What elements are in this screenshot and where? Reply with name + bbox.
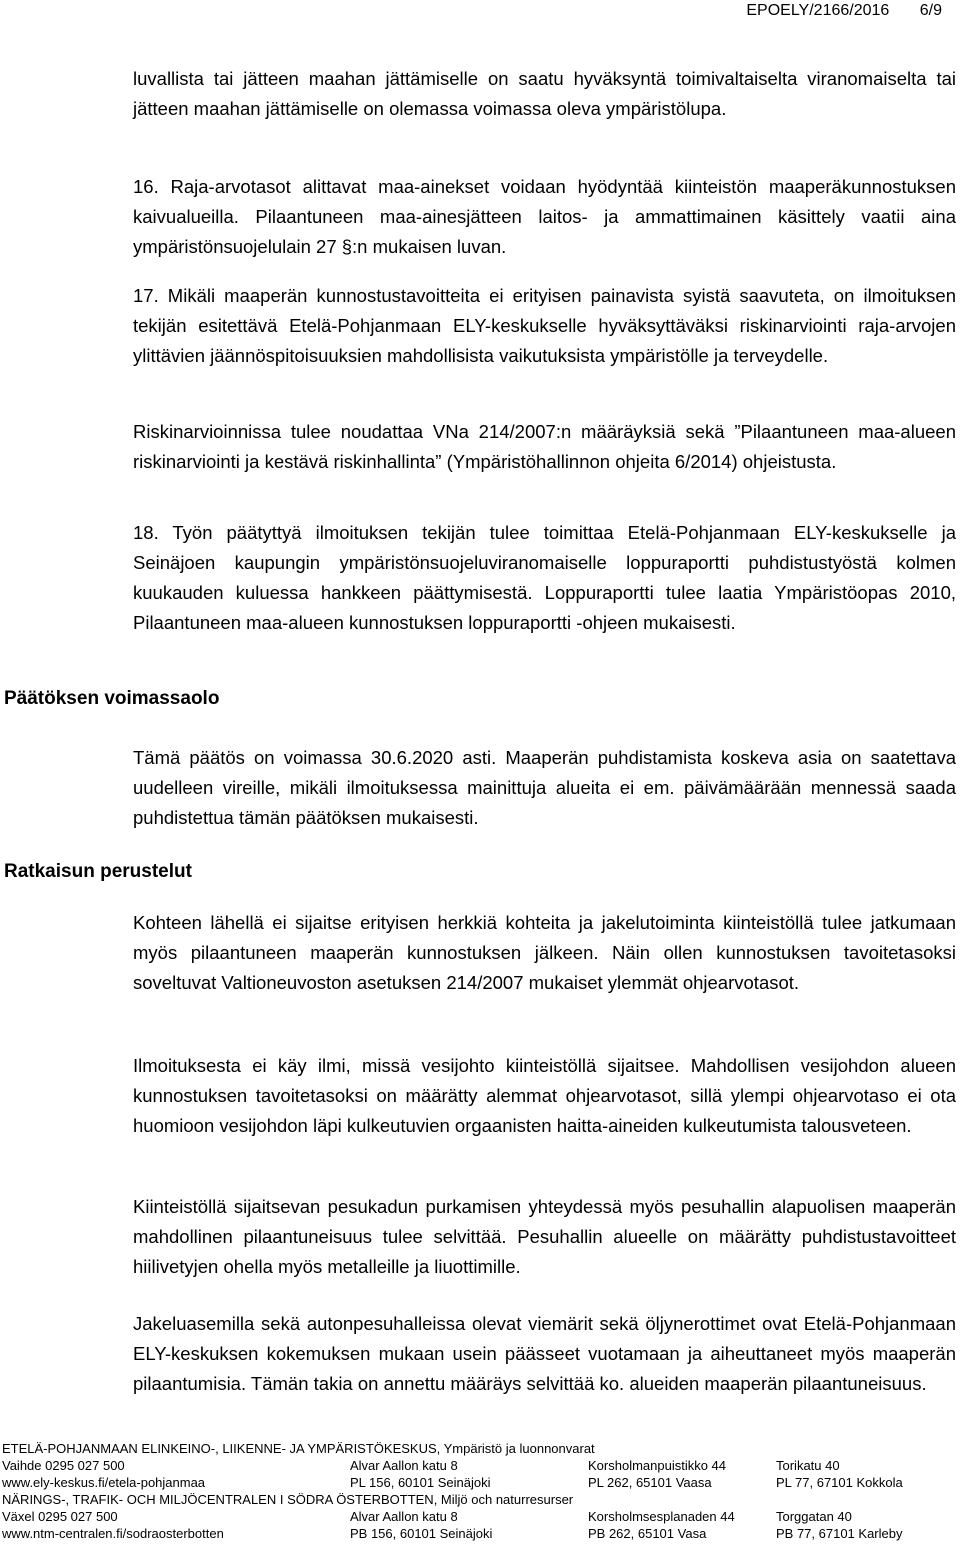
footer-org-name-fi: ETELÄ-POHJANMAAN ELINKEINO-, LIIKENNE- JA YMPÄRISTÖKESKUS, Ympäristö ja luonnonvarat	[2, 1441, 595, 1456]
paragraph-grounds-4: Jakeluasemilla sekä autonpesuhalleissa olevat viemärit sekä öljynerottimet ovat Etelä-Pohjanmaan ELY-keskuksen kokemuksen mukaan usein päässeet vuotamaan ja aiheuttaneet myös maaperän pilaantumisia. Tämän takia on annettu määräys selvittää ko. alueiden maaperän pilaantuneisuus.	[133, 1313, 956, 1394]
footer-phone-fi: Vaihde 0295 027 500	[2, 1458, 125, 1473]
footer-address: Torggatan 40	[776, 1509, 852, 1524]
footer-address: Alvar Aallon katu 8	[350, 1458, 458, 1473]
paragraph-validity: Tämä päätös on voimassa 30.6.2020 asti. Maaperän puhdistamista koskeva asia on saatettava uudelleen vireille, mikäli ilmoituksessa mainittuja alueita ei em. päivämäärään mennessä saada puhdistettua tämän päätöksen mukaisesti.	[133, 747, 956, 828]
footer-postal-address: PB 77, 67101 Karleby	[776, 1526, 903, 1541]
heading-decision-grounds: Ratkaisun perustelut	[4, 861, 192, 882]
footer-row	[2, 1508, 952, 1525]
paragraph-grounds-2: Ilmoituksesta ei käy ilmi, missä vesijohto kiinteistöllä sijaitsee. Mahdollisen vesijohdon alueen kunnostuksen tavoitetasoksi on määrätty alemmat ohjearvotasot, sillä ylempi ohjearvotaso ei ota huomioon vesijohdon läpi kulkeutuvien orgaanisten haitta-aineiden kulkeutumista talousveteen.	[133, 1055, 956, 1136]
footer-row	[2, 1474, 952, 1491]
footer-postal-address: PL 77, 67101 Kokkola	[776, 1475, 903, 1490]
heading-decision-validity: Päätöksen voimassaolo	[4, 688, 220, 709]
paragraph-15-continuation: luvallista tai jätteen maahan jättämiselle on saatu hyväksyntä toimivaltaiselta viranomaiselta tai jätteen maahan jättämiselle on olemassa voimassa oleva ympäristölupa.	[133, 68, 956, 119]
footer-row	[2, 1525, 952, 1542]
footer-org-name-sv: NÄRINGS-, TRAFIK- OCH MILJÖCENTRALEN I SÖDRA ÖSTERBOTTEN, Miljö och naturresurser	[2, 1492, 574, 1507]
footer-postal-address: PL 262, 65101 Vaasa	[588, 1475, 712, 1490]
footer-phone-sv: Växel 0295 027 500	[2, 1509, 118, 1524]
footer-address: Alvar Aallon katu 8	[350, 1509, 458, 1524]
paragraph-17-risk-assessment: Riskinarvioinnissa tulee noudattaa VNa 214/2007:n määräyksiä sekä ”Pilaantuneen maa-alueen riskinarviointi ja kestävä riskinhallinta” (Ympäristöhallinnon ohjeita 6/2014) ohjeistusta.	[133, 421, 956, 472]
footer-website-sv[interactable]: www.ntm-centralen.fi/sodraosterbotten	[2, 1526, 224, 1541]
footer-address: Korsholmsesplanaden 44	[588, 1509, 735, 1524]
page-number: 6/9	[919, 2, 942, 19]
footer-website-fi[interactable]: www.ely-keskus.fi/etela-pohjanmaa	[2, 1475, 206, 1490]
paragraph-18: 18. Työn päätyttyä ilmoituksen tekijän tulee toimittaa Etelä-Pohjanmaan ELY-keskukselle ja Seinäjoen kaupungin ympäristönsuojeluviranomaiselle loppuraportti puhdistustyöstä kolmen kuukauden kuluessa hankkeen päättymisestä. Loppuraportti tulee laatia Ympäristöopas 2010, Pilaantuneen maa-alueen kunnostuksen loppuraportti -ohjeen mukaisesti.	[133, 522, 956, 633]
page-header	[746, 2, 942, 20]
footer-postal-address: PL 156, 60101 Seinäjoki	[350, 1475, 491, 1490]
footer-row	[2, 1457, 952, 1474]
paragraph-grounds-1: Kohteen lähellä ei sijaitse erityisen herkkiä kohteita ja jakelutoiminta kiinteistöllä tulee jatkumaan myös pilaantuneen maaperän kunnostuksen jälkeen. Näin ollen kunnostuksen tavoitetasoksi soveltuvat Valtioneuvoston asetuksen 214/2007 mukaiset ylemmät ohjearvotasot.	[133, 912, 956, 993]
paragraph-17: 17. Mikäli maaperän kunnostustavoitteita ei erityisen painavista syistä saavuteta, on ilmoituksen tekijän esitettävä Etelä-Pohjanmaan ELY-keskukselle hyväksyttäväksi riskinarviointi raja-arvojen ylittävien jäännöspitoisuuksien mahdollisista vaikutuksista ympäristölle ja terveydelle.	[133, 285, 956, 366]
paragraph-grounds-3: Kiinteistöllä sijaitsevan pesukadun purkamisen yhteydessä myös pesuhallin alapuolisen maaperän mahdollinen pilaantuneisuus tulee selvittää. Pesuhallin alueelle on määrätty puhdistustavoitteet hiilivetyjen ohella myös metalleille ja liuottimille.	[133, 1196, 956, 1277]
document-reference: EPOELY/2166/2016	[746, 2, 890, 19]
footer-postal-address: PB 262, 65101 Vasa	[588, 1526, 707, 1541]
page-footer	[2, 1440, 952, 1542]
footer-address: Korsholmanpuistikko 44	[588, 1458, 727, 1473]
footer-address: Torikatu 40	[776, 1458, 840, 1473]
paragraph-16: 16. Raja-arvotasot alittavat maa-ainekset voidaan hyödyntää kiinteistön maaperäkunnostuksen kaivualueilla. Pilaantuneen maa-ainesjätteen laitos- ja ammattimainen käsittely vaatii aina ympäristönsuojelulain 27 §:n mukaisen luvan.	[133, 176, 956, 257]
footer-postal-address: PB 156, 60101 Seinäjoki	[350, 1526, 493, 1541]
